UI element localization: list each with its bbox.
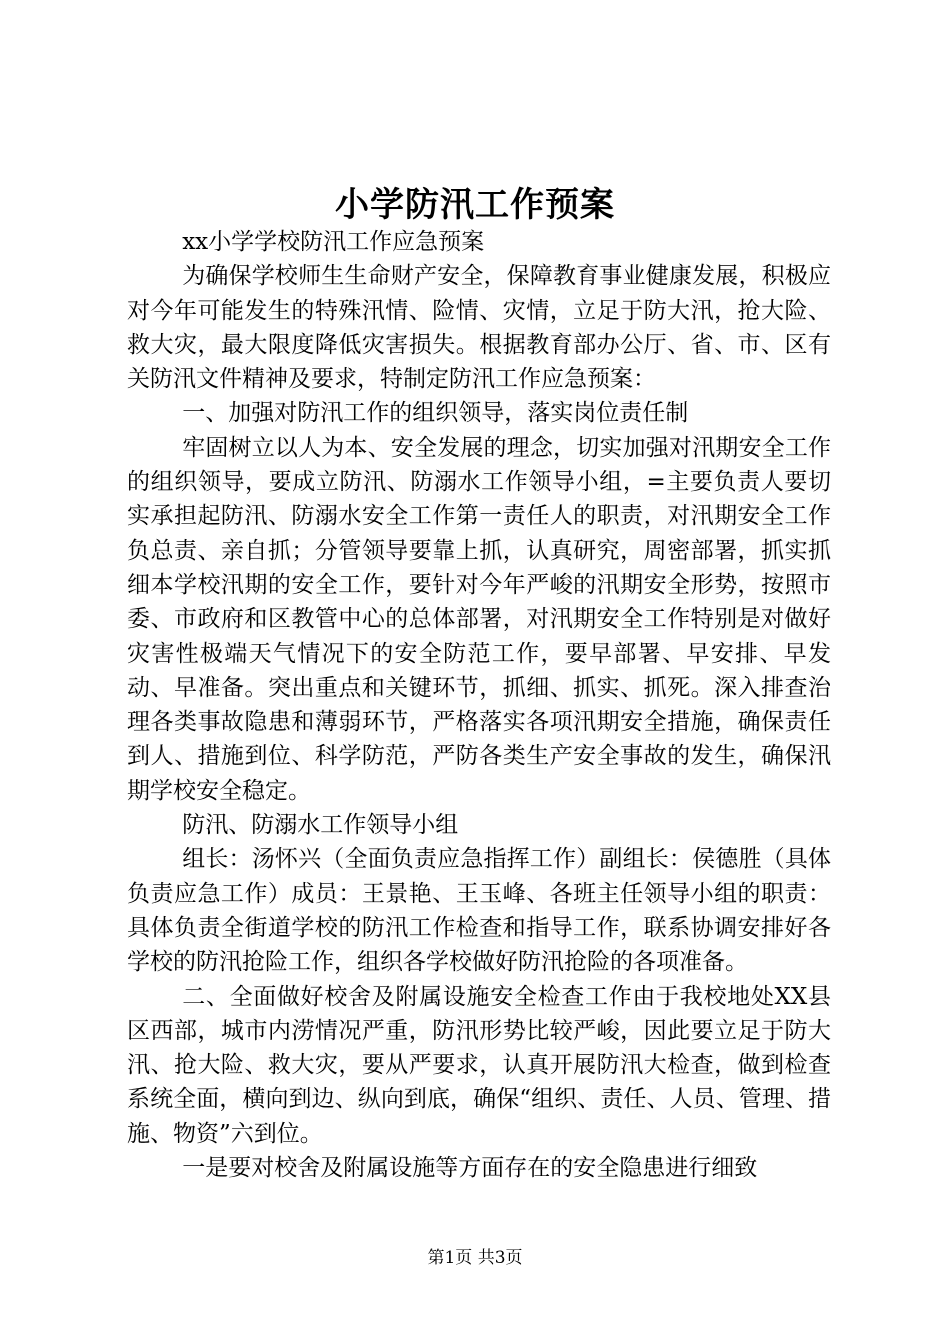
section-heading-1: 一、加强对防汛工作的组织领导，落实岗位责任制 [182, 400, 689, 427]
paragraph-group-heading: 防汛、防溺水工作领导小组 [182, 812, 459, 839]
paragraph-inspection: 一是要对校舍及附属设施等方面存在的安全隐患进行细致 [182, 1155, 758, 1182]
document-body [127, 225, 831, 1185]
paragraph-intro: 为确保学校师生生命财产安全，保障教育事业健康发展，积极应对今年可能发生的特殊汛情、险情、灾情，立足于防大汛，抢大险、救大灾，最大限度降低灾害损失。根据教育部办公厅、省、市、区有关防汛文件精神及要求，特制定防汛工作应急预案： [127, 263, 831, 393]
paragraph-plan-name: xx小学学校防汛工作应急预案 [182, 229, 485, 255]
document-title: 小学防汛工作预案 [335, 185, 615, 225]
page-number-footer: 第1页 共3页 [427, 1248, 523, 1268]
section-heading-2: 二、全面做好校舍及附属设施安全检查工作由于我校地处XX县区西部，城市内涝情况严重，防汛形势比较严峻，因此要立足于防大汛、抢大险、救大灾，要从严要求，认真开展防汛大检查，做到检查系统全面，横向到边、纵向到底，确保“组织、责任、人员、管理、措施、物资”六到位。 [127, 983, 831, 1147]
paragraph-group-members: 组长：汤怀兴（全面负责应急指挥工作）副组长：侯德胜（具体负责应急工作）成员：王景艳、王玉峰、各班主任领导小组的职责：具体负责全街道学校的防汛工作检查和指导工作，联系协调安排好各学校的防汛抢险工作，组织各学校做好防汛抢险的各项准备。 [127, 846, 831, 976]
paragraph-leadership: 牢固树立以人为本、安全发展的理念，切实加强对汛期安全工作的组织领导，要成立防汛、防溺水工作领导小组，=主要负责人要切实承担起防汛、防溺水安全工作第一责任人的职责，对汛期安全工作负总责、亲自抓；分管领导要靠上抓，认真研究，周密部署，抓实抓细本学校汛期的安全工作，要针对今年严峻的汛期安全形势，按照市委、市政府和区教管中心的总体部署，对汛期安全工作特别是对做好灾害性极端天气情况下的安全防范工作，要早部署、早安排、早发动、早准备。突出重点和关键环节，抓细、抓实、抓死。深入排查治理各类事故隐患和薄弱环节，严格落实各项汛期安全措施，确保责任到人、措施到位、科学防范，严防各类生产安全事故的发生，确保汛期学校安全稳定。 [127, 434, 831, 804]
